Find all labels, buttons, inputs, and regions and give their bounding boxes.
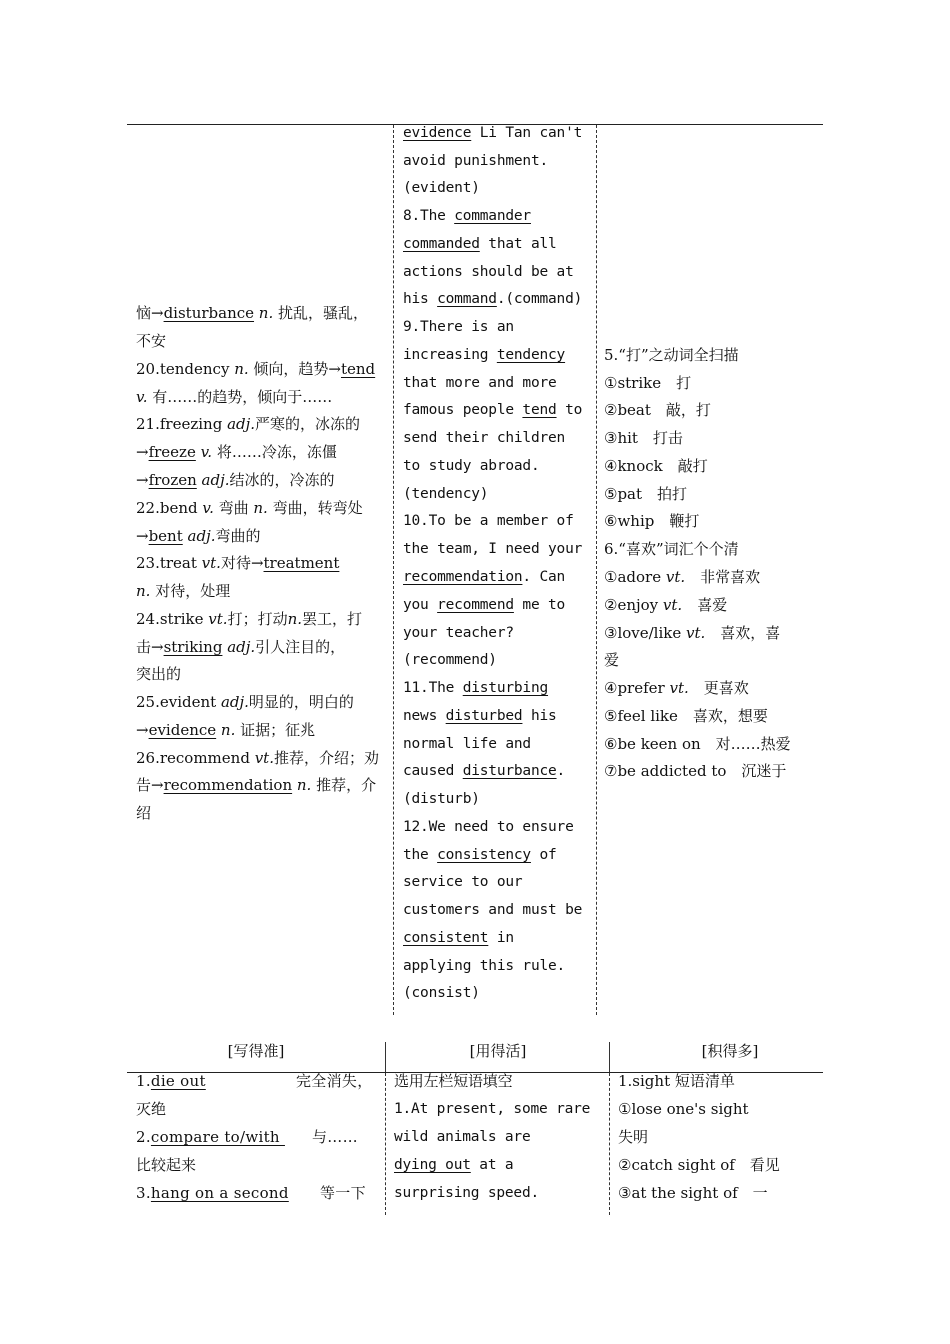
col1-line-11: n. 对待，处理 xyxy=(136,582,231,600)
col1-line-7: →frozen adj.结冰的，冷冻的 xyxy=(136,471,335,489)
col2-line-16: the team, I need your xyxy=(403,541,583,557)
col1-line-14: 突出的 xyxy=(136,665,182,683)
col3-item: ③hit 打击 xyxy=(604,429,683,447)
col2-line-18: you recommend me to xyxy=(403,597,566,613)
bottom-col3-row-5: ③at the sight of 一 xyxy=(618,1184,768,1202)
col1-line-1: 恼→disturbance n. 扰乱，骚乱， xyxy=(136,304,369,322)
col3-heading-6: 6.“喜欢”词汇个个清 xyxy=(604,540,739,558)
bottom-col-divider-2 xyxy=(609,1042,610,1072)
col1-line-6: →freeze v. 将……冷冻，冻僵 xyxy=(136,443,337,461)
col1-line-16: →evidence n. 证据；征兆 xyxy=(136,721,316,739)
col2-line-2: avoid punishment. xyxy=(403,153,549,169)
col1-line-19: 绍 xyxy=(136,804,152,822)
col2-line-14: (tendency) xyxy=(403,486,489,502)
col2-line-19: your teacher? xyxy=(403,625,514,641)
col2-line-26: 12.We need to ensure xyxy=(403,819,574,835)
bottom-col1-row-5: 3.hang on a second 等一下 xyxy=(136,1184,366,1202)
col1-line-5: 21.freezing adj.严寒的，冰冻的 xyxy=(136,415,361,433)
bottom-header-collect: [积得多] xyxy=(701,1042,759,1060)
col1-line-13: 击→striking adj.引人注目的， xyxy=(136,638,346,656)
col2-line-13: to study abroad. xyxy=(403,458,540,474)
col2-line-4: 8.The commander xyxy=(403,208,531,224)
col3-item: ⑤pat 拍打 xyxy=(604,485,688,503)
bottom-header-use: [用得活] xyxy=(469,1042,527,1060)
bottom-col-divider-1-body xyxy=(385,1073,386,1215)
col3-item: ⑤feel like 喜欢，想要 xyxy=(604,707,768,725)
col2-line-25: (disturb) xyxy=(403,791,480,807)
col2-line-29: customers and must be xyxy=(403,902,583,918)
bottom-col2-row-2: 1.At present, some rare xyxy=(394,1101,591,1117)
col3-item: ①strike 打 xyxy=(604,374,692,392)
col1-line-2: 不安 xyxy=(136,332,167,350)
col2-line-31: applying this rule. xyxy=(403,958,566,974)
col1-line-12: 24.strike vt.打；打动n.罢工，打 xyxy=(136,610,363,628)
bottom-col-divider-2-body xyxy=(609,1073,610,1215)
bottom-col-divider-1 xyxy=(385,1042,386,1072)
bottom-col1-row-2: 灭绝 xyxy=(136,1100,167,1118)
bottom-header-write: [写得准] xyxy=(227,1042,285,1060)
bottom-col3-row-1: 1.sight 短语清单 xyxy=(618,1072,735,1090)
col2-line-32: (consist) xyxy=(403,985,480,1001)
col1-line-10: 23.treat vt.对待→treatment xyxy=(136,554,340,572)
col2-line-5: commanded that all xyxy=(403,236,557,252)
col2-line-9: increasing tendency xyxy=(403,347,566,363)
col2-line-6: actions should be at xyxy=(403,264,574,280)
col2-line-21: 11.The disturbing xyxy=(403,680,549,696)
col2-line-8: 9.There is an xyxy=(403,319,514,335)
col1-line-18: 告→recommendation n. 推荐，介 xyxy=(136,776,377,794)
col2-line-23: normal life and xyxy=(403,736,531,752)
col2-line-7: his command.(command) xyxy=(403,291,583,307)
col1-line-17: 26.recommend vt.推荐，介绍；劝 xyxy=(136,749,379,767)
col1-line-8: 22.bend v. 弯曲 n. 弯曲，转弯处 xyxy=(136,499,363,517)
col1-line-9: →bent adj.弯曲的 xyxy=(136,527,261,545)
bottom-col1-row-4: 比较起来 xyxy=(136,1156,197,1174)
bottom-col2-row-4: dying out at a xyxy=(394,1157,514,1173)
col1-line-3: 20.tendency n. 倾向，趋势→tend xyxy=(136,360,376,378)
col2-line-17: recommendation. Can xyxy=(403,569,566,585)
bottom-col3-row-4: ②catch sight of 看见 xyxy=(618,1156,780,1174)
bottom-col2-row-1: 选用左栏短语填空 xyxy=(394,1072,513,1090)
col2-line-10: that more and more xyxy=(403,375,557,391)
col3-item: ②beat 敲，打 xyxy=(604,401,711,419)
col3-item: ④knock 敲打 xyxy=(604,457,708,475)
col2-line-12: send their children xyxy=(403,430,566,446)
col1-line-15: 25.evident adj.明显的，明白的 xyxy=(136,693,354,711)
bottom-col1-row-3: 2.compare to/with 与…… xyxy=(136,1128,358,1146)
col3-heading-5: 5.“打”之动词全扫描 xyxy=(604,346,739,364)
bottom-col2-row-5: surprising speed. xyxy=(394,1185,540,1201)
col3-item: ⑦be addicted to 沉迷于 xyxy=(604,762,787,780)
col2-line-28: service to our xyxy=(403,874,523,890)
bottom-col3-row-3: 失明 xyxy=(618,1128,649,1146)
col2-line-3: (evident) xyxy=(403,180,480,196)
col3-item: ⑥whip 鞭打 xyxy=(604,512,700,530)
bottom-col1-row-1: 1.die out 完全消失， xyxy=(136,1072,373,1090)
col2-line-20: (recommend) xyxy=(403,652,497,668)
top-col-divider-2 xyxy=(596,125,597,1015)
top-col-divider-1 xyxy=(393,125,394,1015)
col2-line-1: evidence Li Tan can't xyxy=(403,125,583,141)
bottom-col2-row-3: wild animals are xyxy=(394,1129,531,1145)
bottom-col3-row-2: ①lose one's sight xyxy=(618,1100,749,1118)
col2-line-22: news disturbed his xyxy=(403,708,557,724)
col3-item: ②enjoy vt. 喜爱 xyxy=(604,596,728,614)
col2-line-11: famous people tend to xyxy=(403,402,583,418)
col3-item: ⑥be keen on 对……热爱 xyxy=(604,735,791,753)
col3-item: ③love/like vt. 喜欢，喜 xyxy=(604,624,781,642)
col1-line-4: v. 有……的趋势，倾向于…… xyxy=(136,388,333,406)
col2-line-30: consistent in xyxy=(403,930,514,946)
col2-line-15: 10.To be a member of xyxy=(403,513,574,529)
col3-item-cont: 爱 xyxy=(604,651,620,669)
col3-item: ④prefer vt. 更喜欢 xyxy=(604,679,749,697)
col2-line-24: caused disturbance. xyxy=(403,763,566,779)
col2-line-27: the consistency of xyxy=(403,847,557,863)
col3-item: ①adore vt. 非常喜欢 xyxy=(604,568,761,586)
